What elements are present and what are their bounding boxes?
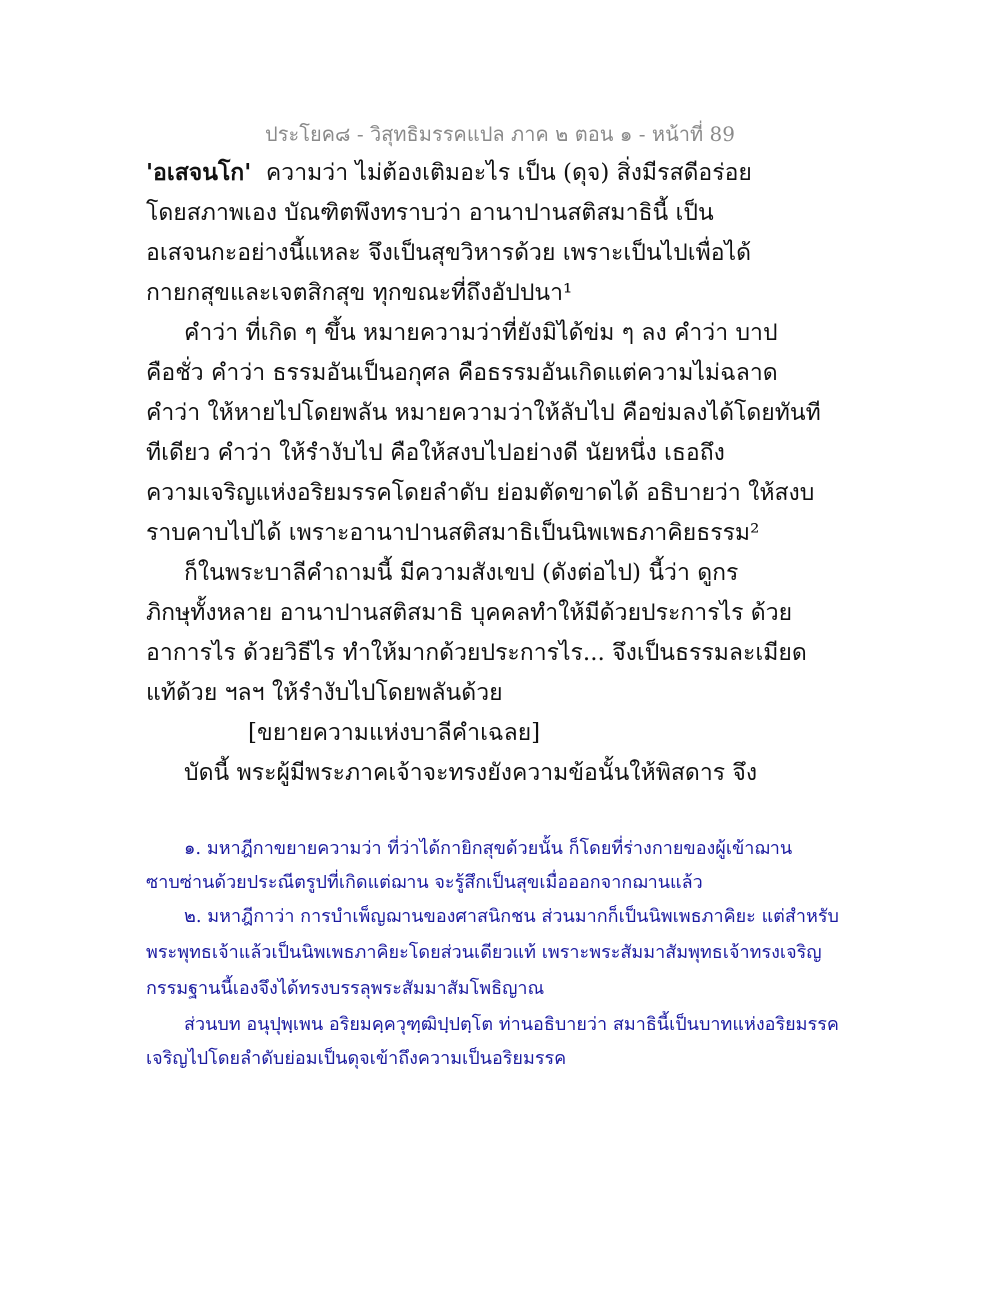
body-line-13: อาการไร ด้วยวิธีไร ทำให้มากด้วยประการไร... จึงเป็นธรรมละเมียด bbox=[146, 640, 807, 666]
footnote-2-line-2: พระพุทธเจ้าแล้วเป็นนิพเพธภาคิยะโดยส่วนเดียวแท้ เพราะพระสัมมาสัมพุทธเจ้าทรงเจริญ bbox=[146, 942, 822, 963]
footnote-2-line-3: กรรมฐานนี้เองจึงได้ทรงบรรลุพระสัมมาสัมโพธิญาณ bbox=[146, 978, 545, 999]
body-line-11: ก็ในพระบาลีคำถามนี้ มีความสังเขป (ดังต่อไป) นี้ว่า ดูกร bbox=[184, 560, 739, 586]
body-line-7: คำว่า ให้หายไปโดยพลัน หมายความว่าให้ลับไป คือข่มลงได้โดยทันที bbox=[146, 400, 821, 426]
body-line-3: อเสจนกะอย่างนี้แหละ จึงเป็นสุขวิหารด้วย เพราะเป็นไปเพื่อได้ bbox=[146, 240, 752, 266]
body-line-10: ราบคาบไปได้ เพราะอานาปานสติสมาธิเป็นนิพเพธภาคิยธรรม² bbox=[146, 520, 760, 546]
footnote-2-line-5: เจริญไปโดยลำดับย่อมเป็นดุจเข้าถึงความเป็นอริยมรรค bbox=[146, 1048, 567, 1069]
body-line-1 bbox=[146, 158, 752, 188]
body-line-14: แท้ด้วย ฯลฯ ให้รำงับไปโดยพลันด้วย bbox=[146, 680, 503, 706]
footnote-1-line-1: ๑. มหาฎีกาขยายความว่า ที่ว่าได้กายิกสุขด้วยนั้น ก็โดยที่ร่างกายของผู้เข้าฌาน bbox=[184, 838, 793, 859]
body-text: ความว่า ไม่ต้องเติมอะไร เป็น (ดุจ) สิ่งมีรสดีอร่อย bbox=[265, 160, 752, 186]
body-line-16: บัดนี้ พระผู้มีพระภาคเจ้าจะทรงยังความข้อนั้นให้พิสดาร จึง bbox=[184, 760, 758, 786]
body-line-9: ความเจริญแห่งอริยมรรคโดยลำดับ ย่อมตัดขาดได้ อธิบายว่า ให้สงบ bbox=[146, 480, 815, 506]
body-line-6: คือชั่ว คำว่า ธรรมอันเป็นอกุศล คือธรรมอันเกิดแต่ความไม่ฉลาด bbox=[146, 360, 778, 386]
body-line-4: กายกสุขและเจตสิกสุข ทุกขณะที่ถึงอัปปนา¹ bbox=[146, 280, 573, 306]
page-header: ประโยค๘ - วิสุทธิมรรคแปล ภาค ๒ ตอน ๑ - หน้าที่ 89 bbox=[265, 122, 735, 146]
footnote-2-line-4: ส่วนบท อนุปุพฺเพน อริยมคฺควุฑฺฒิปฺปตฺโต ท่านอธิบายว่า สมาธินี้เป็นบาทแห่งอริยมรรค bbox=[184, 1014, 839, 1035]
body-line-12: ภิกษุทั้งหลาย อานาปานสติสมาธิ บุคคลทำให้มีด้วยประการไร ด้วย bbox=[146, 600, 793, 626]
footnote-2-line-1: ๒. มหาฎีกาว่า การบำเพ็ญฌานของศาสนิกชน ส่วนมากก็เป็นนิพเพธภาคิยะ แต่สำหรับ bbox=[184, 906, 839, 927]
body-line-5: คำว่า ที่เกิด ๆ ขึ้น หมายความว่าที่ยังมิได้ข่ม ๆ ลง คำว่า บาป bbox=[184, 320, 778, 346]
body-line-2: โดยสภาพเอง บัณฑิตพึงทราบว่า อานาปานสติสมาธินี้ เป็น bbox=[146, 200, 714, 226]
section-heading: [ขยายความแห่งบาลีคำเฉลย] bbox=[248, 720, 541, 746]
body-line-8: ทีเดียว คำว่า ให้รำงับไป คือให้สงบไปอย่างดี นัยหนึ่ง เธอถึง bbox=[146, 440, 725, 466]
footnote-1-line-2: ซาบซ่านด้วยประณีตรูปที่เกิดแต่ฌาน จะรู้สึกเป็นสุขเมื่อออกจากฌานแล้ว bbox=[146, 872, 703, 893]
pali-term: 'อเสจนโก' bbox=[146, 159, 252, 186]
